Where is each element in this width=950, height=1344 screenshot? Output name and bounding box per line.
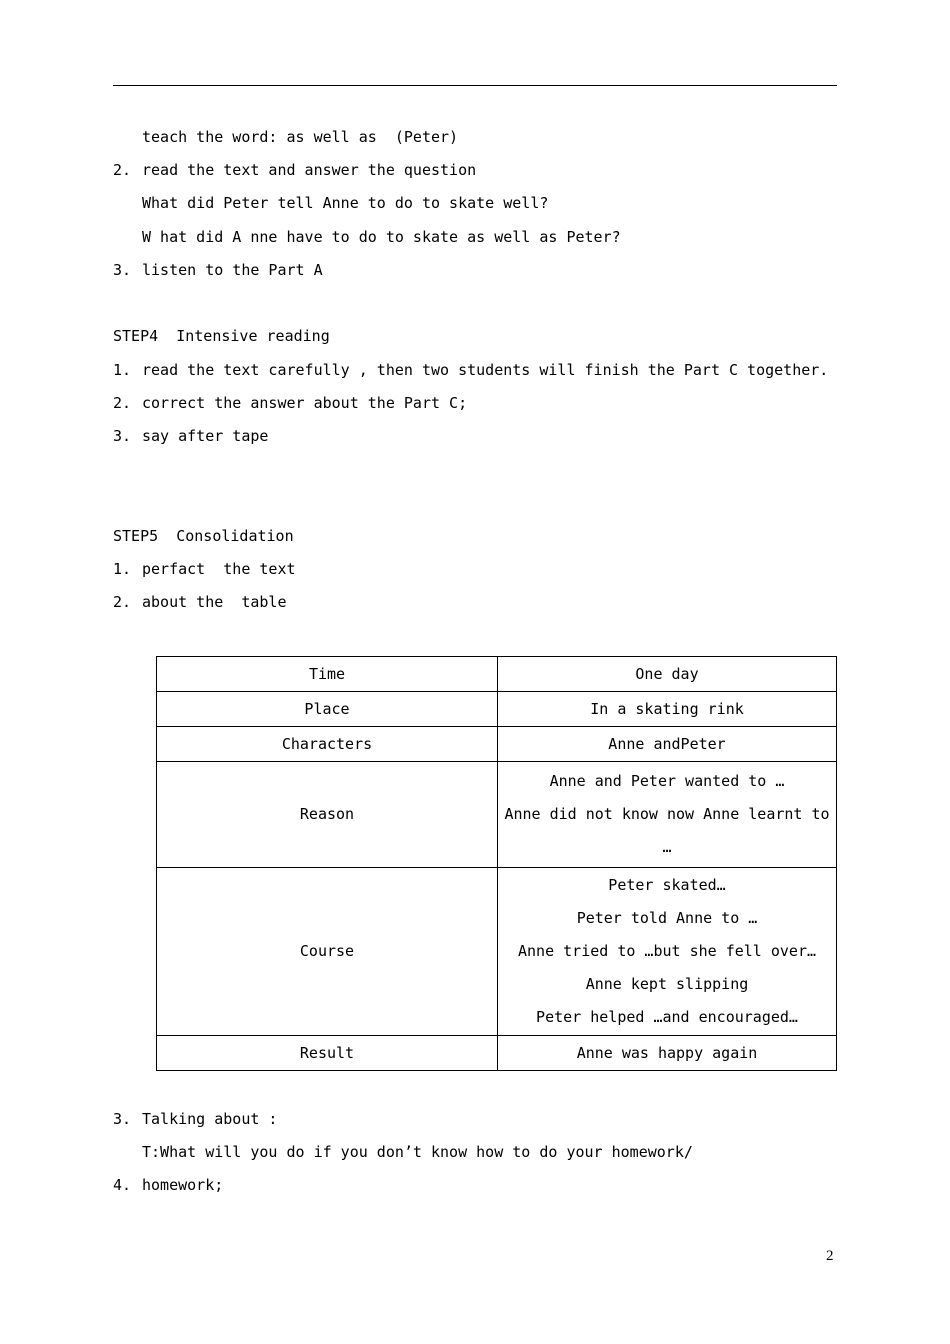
text-line: W hat did A nne have to do to skate as well as Peter? (142, 228, 621, 246)
table-row (157, 1036, 837, 1071)
table-value-cell: Anne and Peter wanted to … Anne did not know now Anne learnt to … (498, 762, 837, 868)
table-label-cell: Result (157, 1036, 498, 1071)
table-label-cell: Time (157, 657, 498, 692)
table-value-cell: In a skating rink (498, 692, 837, 727)
list-item: 2. correct the answer about the Part C; (113, 394, 468, 412)
header-rule (113, 85, 837, 86)
table-label-cell: Reason (157, 762, 498, 868)
table-label-cell: Characters (157, 727, 498, 762)
table-row (157, 868, 837, 1036)
list-item: 1. read the text carefully , then two students will finish the Part C together. (113, 361, 829, 379)
table-row (157, 727, 837, 762)
list-item: 2. read the text and answer the question (113, 161, 477, 179)
list-item: 1. perfact the text (113, 560, 296, 578)
table-row (157, 657, 837, 692)
text-line: T:What will you do if you don’t know how to do your homework/ (142, 1143, 693, 1161)
story-table (156, 656, 837, 1071)
text-line: teach the word: as well as (Peter) (142, 128, 459, 146)
list-item: 3. listen to the Part A (113, 261, 323, 279)
section-heading: STEP4 Intensive reading (113, 327, 330, 345)
table-value-cell: Anne was happy again (498, 1036, 837, 1071)
table-label-cell: Course (157, 868, 498, 1036)
page-number: 2 (826, 1248, 834, 1264)
table-row (157, 692, 837, 727)
table-row (157, 762, 837, 868)
section-heading: STEP5 Consolidation (113, 527, 294, 545)
table-value-cell: One day (498, 657, 837, 692)
list-item: 3. Talking about : (113, 1110, 278, 1128)
list-item: 2. about the table (113, 593, 287, 611)
text-line: What did Peter tell Anne to do to skate well? (142, 194, 549, 212)
table-value-cell: Peter skated… Peter told Anne to … Anne tried to …but she fell over… Anne kept slipping Peter helped …and encouraged… (498, 868, 837, 1036)
list-item: 4. homework; (113, 1176, 224, 1194)
list-item: 3. say after tape (113, 427, 269, 445)
table-value-cell: Anne andPeter (498, 727, 837, 762)
table-label-cell: Place (157, 692, 498, 727)
